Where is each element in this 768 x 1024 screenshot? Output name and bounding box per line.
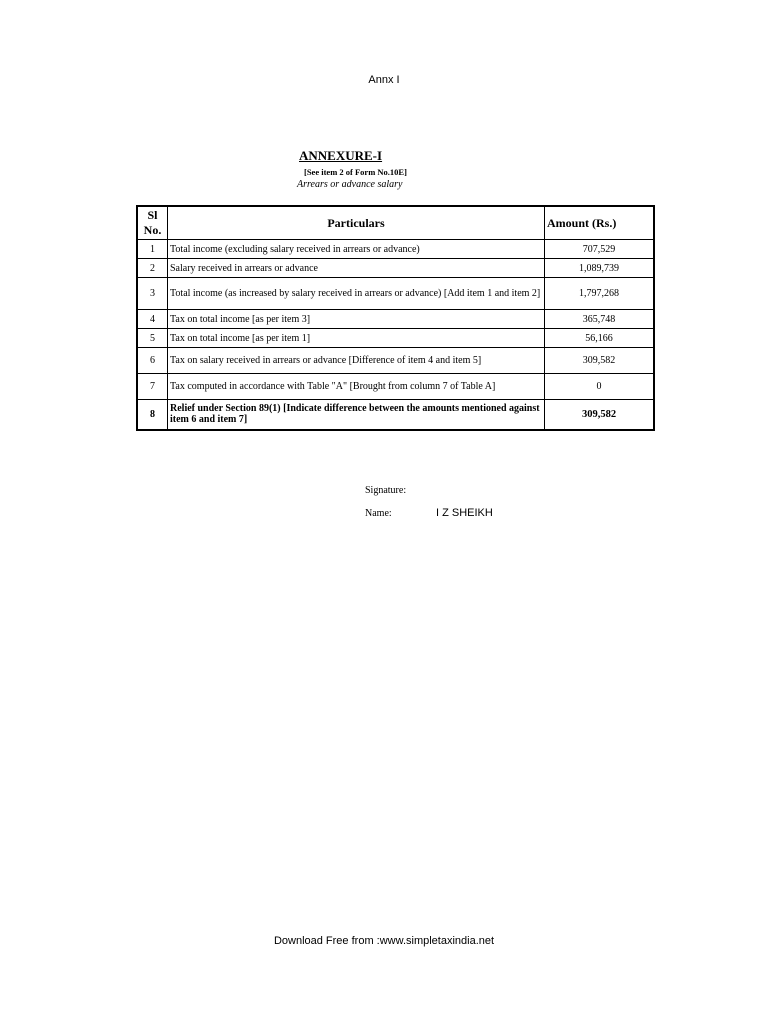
table-row	[137, 374, 654, 400]
row-particulars: Tax on total income [as per item 3]	[168, 310, 545, 329]
row-particulars: Tax computed in accordance with Table "A" [Brought from column 7 of Table A]	[168, 374, 545, 400]
table-header-row	[137, 206, 654, 240]
footer-download-note: Download Free from :www.simpletaxindia.net	[273, 935, 495, 947]
row-sl-no: 8	[137, 400, 168, 430]
name-label: Name:	[365, 508, 392, 519]
row-sl-no: 2	[137, 259, 168, 278]
row-sl-no: 7	[137, 374, 168, 400]
row-particulars: Tax on total income [as per item 1]	[168, 329, 545, 348]
row-amount: 365,748	[545, 310, 655, 329]
table-row	[137, 329, 654, 348]
annexure-description: Arrears or advance salary	[297, 179, 403, 190]
row-particulars: Tax on salary received in arrears or advance [Difference of item 4 and item 5]	[168, 348, 545, 374]
row-sl-no: 6	[137, 348, 168, 374]
relief-computation-table	[136, 205, 655, 431]
table-row-total-relief	[137, 400, 654, 430]
row-amount: 1,797,268	[545, 278, 655, 310]
row-sl-no: 3	[137, 278, 168, 310]
header-note-text: Annx I	[368, 74, 400, 86]
row-particulars: Relief under Section 89(1) [Indicate difference between the amounts mentioned against item 6 and item 7]	[168, 400, 545, 430]
column-header-particulars: Particulars	[168, 206, 545, 240]
row-particulars: Total income (excluding salary received in arrears or advance)	[168, 240, 545, 259]
row-amount: 1,089,739	[545, 259, 655, 278]
row-sl-no: 1	[137, 240, 168, 259]
row-amount: 309,582	[545, 348, 655, 374]
row-sl-no: 4	[137, 310, 168, 329]
table-row	[137, 259, 654, 278]
table-row	[137, 278, 654, 310]
row-amount: 56,166	[545, 329, 655, 348]
row-amount: 707,529	[545, 240, 655, 259]
row-particulars: Salary received in arrears or advance	[168, 259, 545, 278]
column-header-amount: Amount (Rs.)	[545, 206, 655, 240]
row-amount: 309,582	[545, 400, 655, 430]
column-header-sl-no: Sl No.	[137, 206, 168, 240]
signature-label: Signature:	[365, 485, 407, 496]
row-particulars: Total income (as increased by salary received in arrears or advance) [Add item 1 and item 2]	[168, 278, 545, 310]
name-value: I Z SHEIKH	[436, 507, 493, 519]
form-reference: [See item 2 of Form No.10E]	[304, 167, 407, 177]
table-row	[137, 240, 654, 259]
table-row	[137, 348, 654, 374]
row-amount: 0	[545, 374, 655, 400]
table-row	[137, 310, 654, 329]
header-note	[0, 74, 768, 86]
annexure-title: ANNEXURE-I	[299, 148, 383, 163]
row-sl-no: 5	[137, 329, 168, 348]
